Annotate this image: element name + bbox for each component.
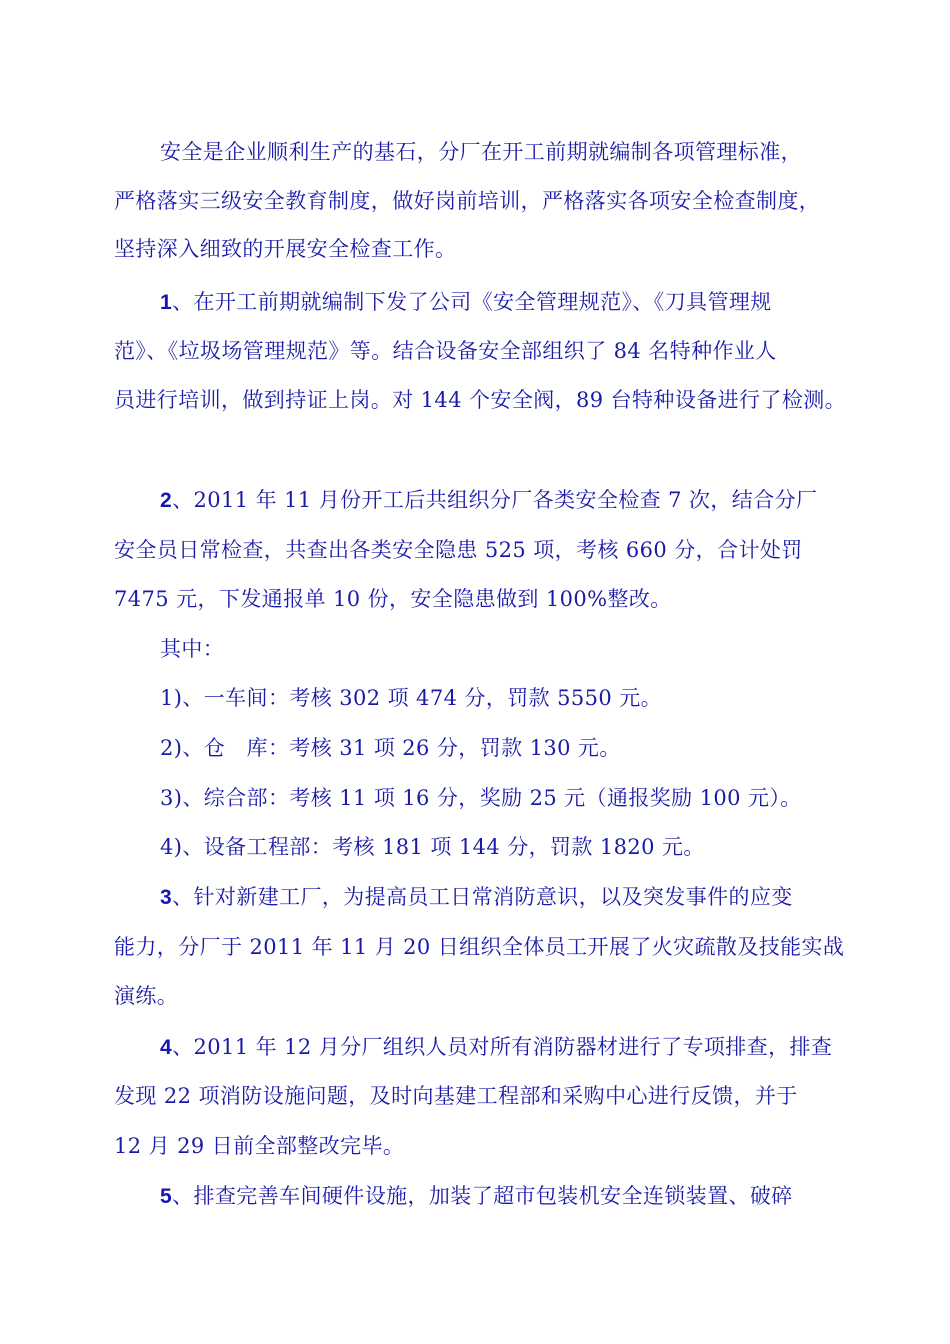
item-1-line-2: 范》、《垃圾场管理规范》等。结合设备安全部组织了 84 名特种作业人 xyxy=(114,339,777,363)
item-5-line-1 xyxy=(160,1181,793,1212)
item-3-line-2: 能力，分厂于 2011 年 11 月 20 日组织全体员工开展了火灾疏散及技能实战 xyxy=(114,935,845,959)
sub-item-4: 4)、设备工程部：考核 181 项 144 分，罚款 1820 元。 xyxy=(160,835,705,859)
item-3-line-1 xyxy=(160,882,793,913)
item-2-text: 、2011 年 11 月份开工后共组织分厂各类安全检查 7 次，结合分厂 xyxy=(172,488,818,512)
intro-line-2: 严格落实三级安全教育制度，做好岗前培训，严格落实各项安全检查制度， xyxy=(114,189,821,213)
item-2-line-2: 安全员日常检查，共查出各类安全隐患 525 项，考核 660 分，合计处罚 xyxy=(114,538,803,562)
item-3-text: 、针对新建工厂，为提高员工日常消防意识，以及突发事件的应变 xyxy=(172,885,793,909)
item-3-line-3: 演练。 xyxy=(114,984,179,1008)
item-2-number: 2 xyxy=(160,489,173,512)
item-1-line-1 xyxy=(160,287,772,318)
item-1-text: 、在开工前期就编制下发了公司《安全管理规范》、《刀具管理规 xyxy=(172,290,772,314)
item-4-line-3: 12 月 29 日前全部整改完毕。 xyxy=(114,1134,405,1158)
item-4-line-1 xyxy=(160,1032,832,1063)
intro-line-1: 安全是企业顺利生产的基石，分厂在开工前期就编制各项管理标准， xyxy=(160,140,802,164)
among-label: 其中： xyxy=(160,637,225,661)
item-3-number: 3 xyxy=(160,886,173,909)
item-5-number: 5 xyxy=(160,1185,173,1208)
item-1-line-3: 员进行培训，做到持证上岗。对 144 个安全阀，89 台特种设备进行了检测。 xyxy=(114,388,847,412)
item-2-line-3: 7475 元，下发通报单 10 份，安全隐患做到 100%整改。 xyxy=(114,587,672,611)
item-4-line-2: 发现 22 项消防设施问题，及时向基建工程部和采购中心进行反馈，并于 xyxy=(114,1084,798,1108)
sub-item-1: 1)、一车间：考核 302 项 474 分，罚款 5550 元。 xyxy=(160,686,663,710)
item-5-text: 、排查完善车间硬件设施，加装了超市包装机安全连锁装置、破碎 xyxy=(172,1184,793,1208)
sub-item-3: 3)、综合部：考核 11 项 16 分，奖励 25 元（通报奖励 100 元）。 xyxy=(160,786,802,810)
item-4-text: 、2011 年 12 月分厂组织人员对所有消防器材进行了专项排查，排查 xyxy=(172,1035,833,1059)
item-2-line-1 xyxy=(160,485,817,516)
item-1-number: 1 xyxy=(160,291,173,314)
item-4-number: 4 xyxy=(160,1036,173,1059)
sub-item-2: 2)、仓 库：考核 31 项 26 分，罚款 130 元。 xyxy=(160,736,621,760)
intro-line-3: 坚持深入细致的开展安全检查工作。 xyxy=(114,237,457,261)
